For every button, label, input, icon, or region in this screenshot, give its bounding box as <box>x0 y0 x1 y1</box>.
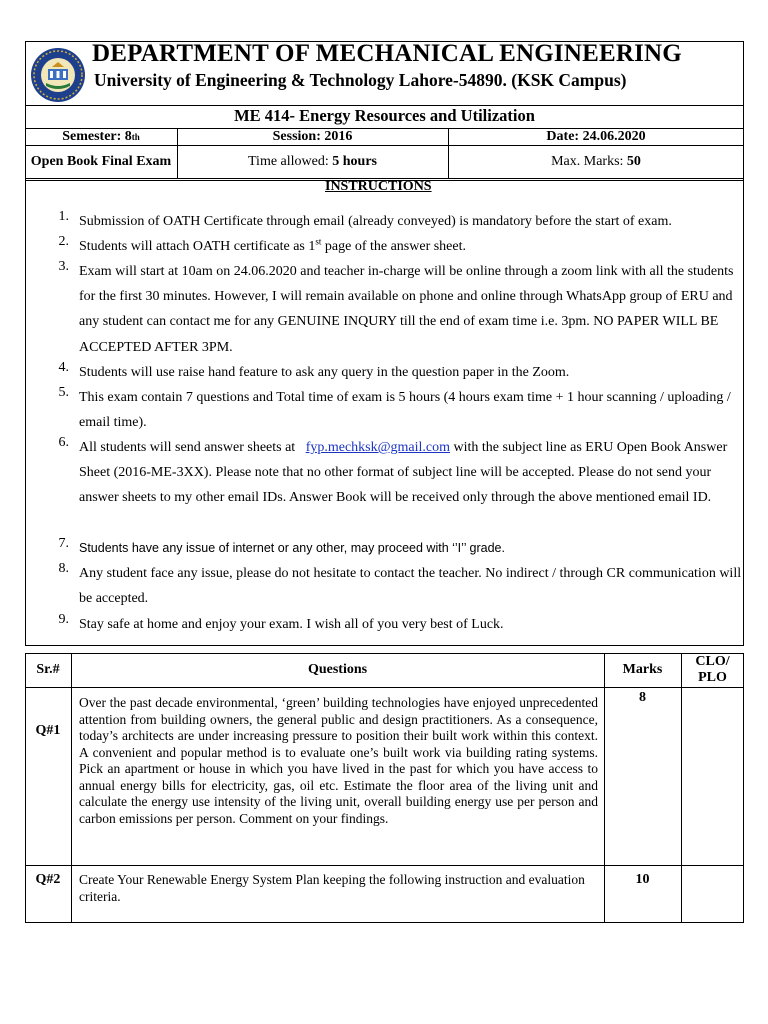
semester-cell: Semester: 8 th <box>62 128 140 144</box>
instruction-text: Exam will start at 10am on 24.06.2020 and teacher in-charge will be online through a zoom link with all the students for the first 30 minutes. However, I will remain available on phone and online through WhatsApp group of ERU and any student can contact me for any GENUINE INQURY till the end of exam time i.e. 3pm. NO PAPER WILL BE ACCEPTED AFTER 3PM. <box>79 264 734 355</box>
email-link[interactable]: fyp.mechksk@gmail.com <box>305 440 450 455</box>
header-questions: Questions <box>307 662 368 677</box>
instruction-text: All students will send answer sheets at <box>79 440 306 455</box>
question-id: Q#2 <box>35 872 61 887</box>
instruction-number: 2. <box>58 234 69 249</box>
question-marks: 8 <box>639 690 646 705</box>
session-cell: Session: 2016 <box>272 128 353 144</box>
instruction-text: Any student face any issue, please do not hesitate to contact the teacher. No indirect / through CR communication will be accepted. <box>79 566 742 607</box>
table-row-divider-1 <box>25 687 744 688</box>
question-text: Over the past decade environmental, ‘green’ building technologies have enjoyed unprecedented attention from building owners, the general public and design practitioners. As a consequence, today’s architects are under increasing pressure to position their built work within this context. A convenient and popular method is to evaluate one’s built work via building rating systems. Pick an apartment or house in which you have lived in the past for which you have access to annual energy bills for electricity, gas, oil etc. Estimate the floor area of the living unit and calculate the energy use intensity of the living unit, overall building energy use per person and carbon emissions per person. Comment on your findings. <box>79 695 598 826</box>
time-allowed-value: 5 hours <box>332 153 377 169</box>
instruction-text: Submission of OATH Certificate through email (already conveyed) is mandatory before the start of exam. <box>79 214 672 229</box>
instruction-number: 3. <box>58 259 69 274</box>
instruction-number: 1. <box>58 209 69 224</box>
course-title: ME 414- Energy Resources and Utilization <box>234 106 535 125</box>
header-marks: Marks <box>622 662 663 677</box>
instruction-number: 7. <box>58 536 69 551</box>
instruction-text: This exam contain 7 questions and Total time of exam is 5 hours (4 hours exam time + 1 hour scanning / uploading / email time). <box>79 390 731 431</box>
instruction-text-cont: page of the answer sheet. <box>321 239 466 254</box>
instruction-text-cont: with the subject line as ERU Open Book Answer Sheet (2016-ME-3XX). Please note that no other format of subject line will be accepted. Please do not send your answer sheets to my other email IDs. Answer Book will be received only through the above mentioned email ID. <box>79 440 728 506</box>
exam-type-cell: Open Book Final Exam <box>30 153 172 169</box>
table-col-divider-3 <box>681 653 682 923</box>
time-allowed-cell <box>177 145 448 178</box>
university-subtitle: University of Engineering & Technology Lahore-54890. (KSK Campus) <box>94 70 627 90</box>
question-text: Create Your Renewable Energy System Plan keeping the following instruction and evaluation criteria. <box>79 872 585 904</box>
header-clo-plo: CLO/ PLO <box>695 654 730 685</box>
time-allowed-label: Time allowed: <box>248 153 333 169</box>
instruction-text: Stay safe at home and enjoy your exam. I wish all of you very best of Luck. <box>79 617 504 632</box>
instruction-text: Students will attach OATH certificate as 1 <box>79 239 316 254</box>
instruction-number: 8. <box>58 561 69 576</box>
semester-label: Semester: 8 <box>62 128 132 144</box>
instruction-text: Students will use raise hand feature to ask any query in the question paper in the Zoom. <box>79 365 570 380</box>
question-id: Q#1 <box>35 723 61 738</box>
department-title: DEPARTMENT OF MECHANICAL ENGINEERING <box>92 40 682 67</box>
instruction-number: 6. <box>58 435 69 450</box>
max-marks-label: Max. Marks: <box>551 153 627 169</box>
superscript: st <box>315 236 322 247</box>
instruction-number: 9. <box>58 612 69 627</box>
header-sr: Sr.# <box>36 662 60 677</box>
max-marks-value: 50 <box>626 153 641 169</box>
table-row-divider-2 <box>25 865 744 866</box>
instructions-title: INSTRUCTIONS <box>325 179 432 194</box>
table-col-divider-1 <box>71 653 72 923</box>
question-marks: 10 <box>635 872 650 887</box>
date-cell: Date: 24.06.2020 <box>546 128 646 144</box>
instruction-text: Students have any issue of internet or any other, may proceed with ‘’I’’ grade. <box>79 541 505 555</box>
instruction-number: 4. <box>58 360 69 375</box>
max-marks-cell <box>448 145 744 178</box>
instruction-number: 5. <box>58 385 69 400</box>
